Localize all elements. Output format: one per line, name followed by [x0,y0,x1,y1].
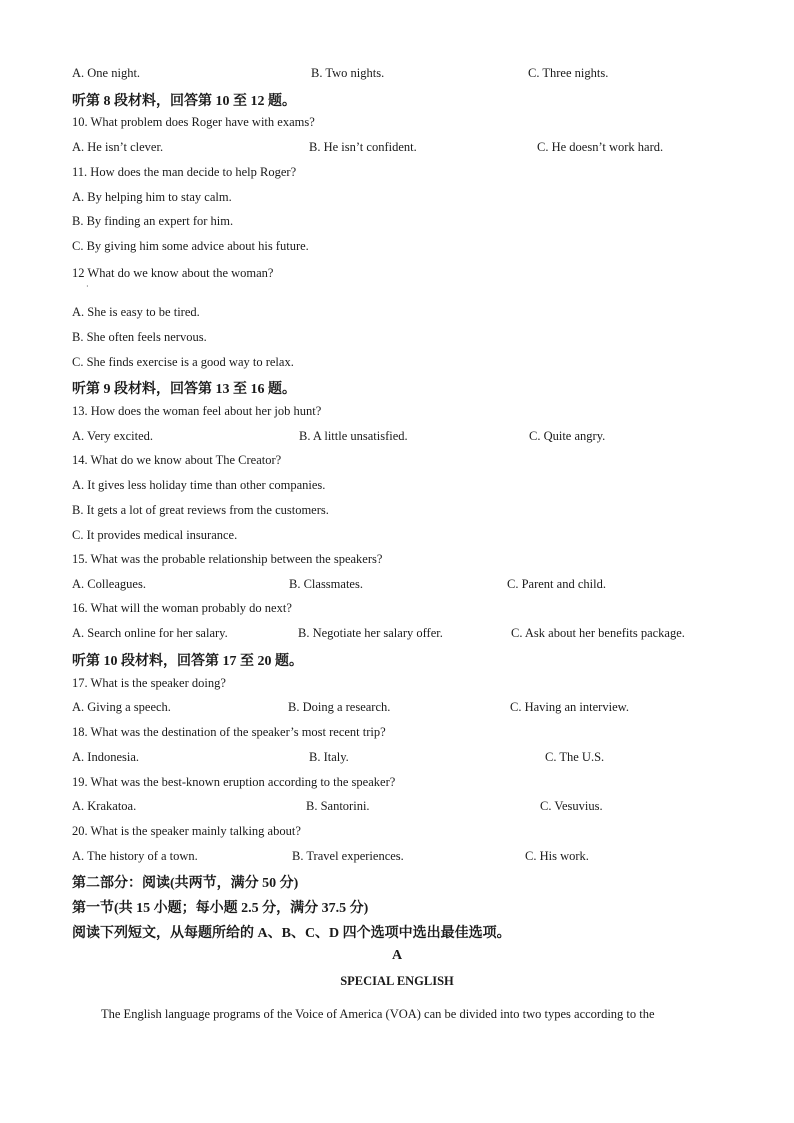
question-14-stem: 14. What do we know about The Creator? [72,453,282,467]
section-9-heading: 听第 9 段材料，回答第 13 至 16 题。 [72,382,296,397]
passage-letter: A [391,948,403,963]
option-b: B. A little unsatisfied. [299,429,408,443]
option-b: B. Santorini. [306,799,370,813]
passage-title: SPECIAL ENGLISH [340,974,454,988]
option-b: B. Doing a research. [288,700,391,714]
question-11-stem: 11. How does the man decide to help Roger? [72,165,297,179]
option-a: A. Krakatoa. [72,799,137,813]
question-10-stem: 10. What problem does Roger have with exams? [72,115,315,129]
section-10-heading: 听第 10 段材料，回答第 17 至 20 题。 [72,654,303,669]
option-b: B. By finding an expert for him. [72,214,234,228]
option-c: C. Having an interview. [510,700,629,714]
option-b: B. It gets a lot of great reviews from the customers. [72,503,329,517]
option-b: B. Travel experiences. [292,849,404,863]
option-a: A. One night. [72,66,141,80]
option-c: C. Ask about her benefits package. [511,626,685,640]
instruction-text: 阅读下列短文，从每题所给的 A、B、C、D 四个选项中选出最佳选项。 [72,926,511,941]
option-c: C. She finds exercise is a good way to relax. [72,355,294,369]
option-c: C. He doesn’t work hard. [537,140,664,154]
option-a: A. Colleagues. [72,577,146,591]
option-b: B. She often feels nervous. [72,330,207,344]
option-a: A. By helping him to stay calm. [72,190,232,204]
option-c: C. Quite angry. [529,429,606,443]
section-1-heading: 第一节(共 15 小题；每小题 2.5 分，满分 37.5 分) [72,901,369,916]
question-18-stem: 18. What was the destination of the speaker’s most recent trip? [72,725,386,739]
option-a: A. It gives less holiday time than other companies. [72,478,326,492]
option-c: C. His work. [525,849,589,863]
option-c: C. Vesuvius. [540,799,603,813]
option-c: C. Parent and child. [507,577,606,591]
option-a: A. The history of a town. [72,849,198,863]
option-a: A. Indonesia. [72,750,139,764]
option-c: C. Three nights. [528,66,609,80]
question-20-stem: 20. What is the speaker mainly talking about? [72,824,301,838]
question-16-stem: 16. What will the woman probably do next? [72,601,292,615]
question-19-stem: 19. What was the best-known eruption according to the speaker? [72,775,396,789]
question-13-stem: 13. How does the woman feel about her job hunt? [72,404,322,418]
option-a: A. Very excited. [72,429,153,443]
part-2-heading: 第二部分：阅读(共两节，满分 50 分) [72,876,299,891]
option-a: A. She is easy to be tired. [72,305,200,319]
option-b: B. Two nights. [311,66,385,80]
option-b: B. Classmates. [289,577,363,591]
option-a: A. Search online for her salary. [72,626,228,640]
question-15-stem: 15. What was the probable relationship between the speakers? [72,552,383,566]
stray-dot: · [86,282,89,291]
option-a: A. Giving a speech. [72,700,171,714]
option-c: C. By giving him some advice about his future. [72,239,309,253]
option-b: B. Negotiate her salary offer. [298,626,443,640]
question-12-stem: 12 What do we know about the woman? [72,266,274,280]
question-17-stem: 17. What is the speaker doing? [72,676,226,690]
option-b: B. Italy. [309,750,349,764]
option-b: B. He isn’t confident. [309,140,417,154]
option-c: C. It provides medical insurance. [72,528,238,542]
option-a: A. He isn’t clever. [72,140,164,154]
option-c: C. The U.S. [545,750,605,764]
section-8-heading: 听第 8 段材料，回答第 10 至 12 题。 [72,94,296,109]
passage-text: The English language programs of the Voice of America (VOA) can be divided into two types according to the [101,1007,655,1021]
